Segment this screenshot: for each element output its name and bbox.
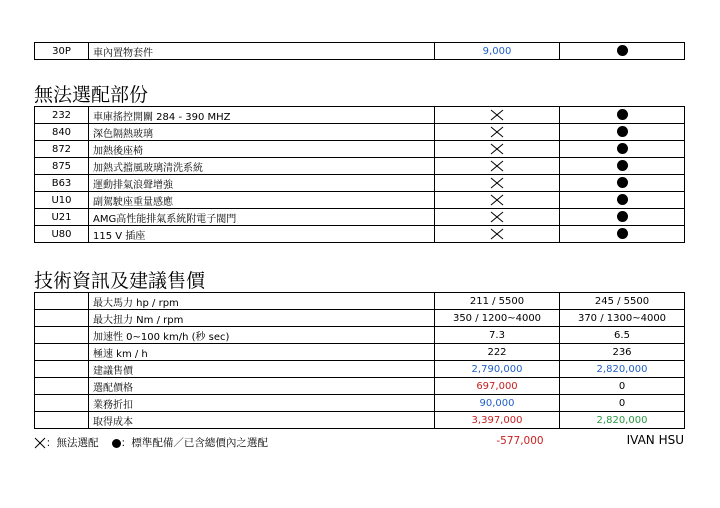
- standard-dot-icon: [617, 177, 628, 188]
- table-row: [35, 378, 685, 395]
- cross-icon: [490, 109, 504, 121]
- legend-unavailable: ：無法選配: [46, 437, 99, 449]
- spec-value-a: 350 / 1200~4000: [435, 310, 560, 327]
- table-row: [35, 43, 685, 60]
- standard-dot-icon: [617, 45, 628, 56]
- spec-value-a: 3,397,000: [435, 412, 560, 429]
- table-row: [35, 226, 685, 243]
- cross-icon: [490, 143, 504, 155]
- option-price: 9,000: [435, 43, 560, 60]
- option-code: B63: [35, 175, 89, 192]
- table-row: [35, 124, 685, 141]
- option-code: 30P: [35, 43, 89, 60]
- spec-value-b: 0: [560, 378, 685, 395]
- standard-dot-icon: [617, 228, 628, 239]
- spec-label: 最大扭力 Nm / rpm: [89, 310, 435, 327]
- spec-label: 加速性 0~100 km/h (秒 sec): [89, 327, 435, 344]
- spec-value-b: 6.5: [560, 327, 685, 344]
- table-row: [35, 344, 685, 361]
- standard-dot-icon: [617, 160, 628, 171]
- table-row: [35, 192, 685, 209]
- spec-value-a: 2,790,000: [435, 361, 560, 378]
- standard-dot-icon: [617, 211, 628, 222]
- section-title-unavailable: 無法選配部份: [34, 84, 149, 106]
- spec-label: 建議售價: [89, 361, 435, 378]
- table-row: [35, 293, 685, 310]
- table-row: [35, 310, 685, 327]
- spec-value-a: 222: [435, 344, 560, 361]
- option-name: 加熱式擋風玻璃清洗系統: [89, 158, 435, 175]
- option-name: 115 V 插座: [89, 226, 435, 243]
- author-name: IVAN HSU: [626, 433, 684, 447]
- cross-icon: [490, 177, 504, 189]
- spec-value-a: 90,000: [435, 395, 560, 412]
- table-row: [35, 361, 685, 378]
- option-code: 872: [35, 141, 89, 158]
- top-option-table: [34, 42, 685, 60]
- spec-value-b: 245 / 5500: [560, 293, 685, 310]
- option-name: 車內置物套件: [89, 43, 435, 60]
- option-name: AMG高性能排氣系統附電子閥門: [89, 209, 435, 226]
- price-difference: -577,000: [496, 435, 544, 447]
- spec-label: 取得成本: [89, 412, 435, 429]
- option-name: 加熱後座椅: [89, 141, 435, 158]
- option-code: U21: [35, 209, 89, 226]
- section-title-specs: 技術資訊及建議售價: [34, 270, 206, 292]
- specs-price-table: [34, 292, 685, 429]
- spec-value-b: 236: [560, 344, 685, 361]
- spec-value-a: 211 / 5500: [435, 293, 560, 310]
- spec-value-b: 370 / 1300~4000: [560, 310, 685, 327]
- option-name: 深色隔熱玻璃: [89, 124, 435, 141]
- legend: [34, 435, 268, 450]
- table-row: [35, 327, 685, 344]
- table-row: [35, 141, 685, 158]
- cross-icon: [34, 437, 46, 449]
- cross-icon: [490, 126, 504, 138]
- option-code: U10: [35, 192, 89, 209]
- spec-value-a: 697,000: [435, 378, 560, 395]
- standard-dot-icon: [617, 194, 628, 205]
- cross-icon: [490, 194, 504, 206]
- cross-icon: [490, 211, 504, 223]
- spec-label: 業務折扣: [89, 395, 435, 412]
- table-row: [35, 107, 685, 124]
- spec-value-b: 2,820,000: [560, 361, 685, 378]
- table-row: [35, 412, 685, 429]
- option-code: U80: [35, 226, 89, 243]
- table-row: [35, 209, 685, 226]
- option-name: 運動排氣浪聲增強: [89, 175, 435, 192]
- spec-label: 最大馬力 hp / rpm: [89, 293, 435, 310]
- standard-dot-icon: [112, 439, 121, 448]
- legend-standard: ：標準配備／已含總價內之選配: [120, 437, 268, 449]
- standard-dot-icon: [617, 126, 628, 137]
- option-code: 232: [35, 107, 89, 124]
- cross-icon: [490, 160, 504, 172]
- option-code: 875: [35, 158, 89, 175]
- spec-value-a: 7.3: [435, 327, 560, 344]
- table-row: [35, 395, 685, 412]
- cross-icon: [490, 228, 504, 240]
- unavailable-options-table: [34, 106, 685, 243]
- spec-label: 極速 km / h: [89, 344, 435, 361]
- option-code: 840: [35, 124, 89, 141]
- table-row: [35, 175, 685, 192]
- spec-value-b: 2,820,000: [560, 412, 685, 429]
- standard-dot-icon: [617, 143, 628, 154]
- table-row: [35, 158, 685, 175]
- spec-value-b: 0: [560, 395, 685, 412]
- spec-label: 選配價格: [89, 378, 435, 395]
- standard-dot-icon: [617, 109, 628, 120]
- option-name: 車庫搖控開關 284 - 390 MHZ: [89, 107, 435, 124]
- option-name: 副駕駛座重量感應: [89, 192, 435, 209]
